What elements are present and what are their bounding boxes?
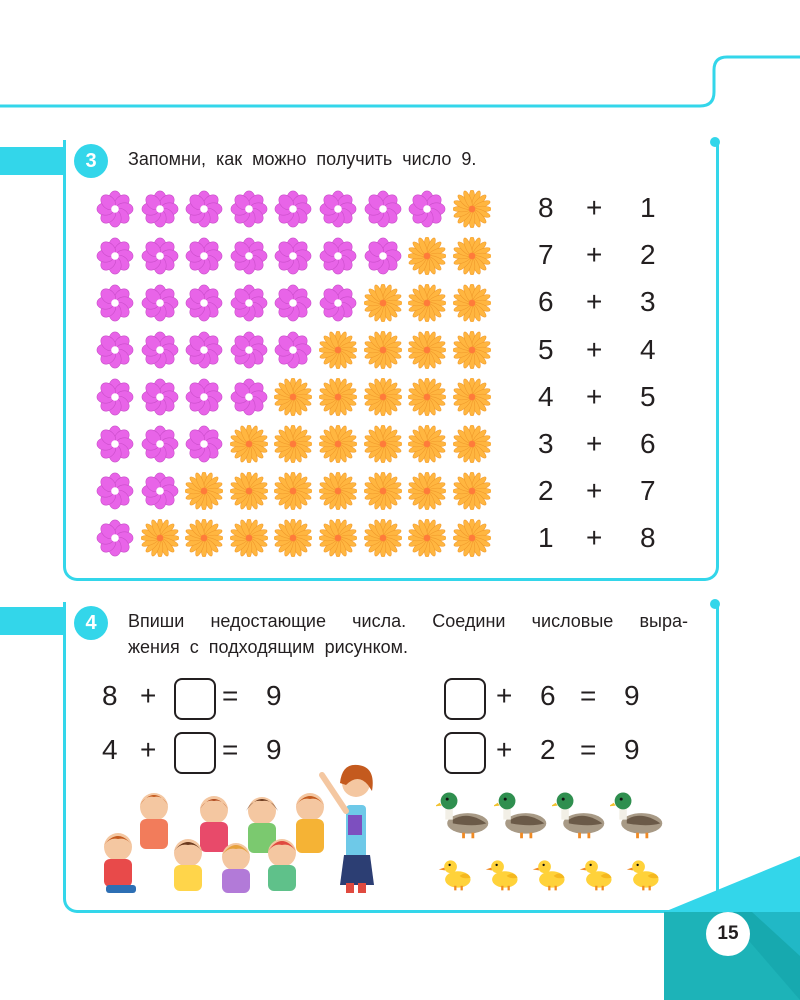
right-expr1-equals: = — [580, 680, 597, 711]
mallard-duck-icon — [494, 786, 550, 842]
pink-flower-icon — [319, 284, 357, 322]
right-expr1-plus: + — [496, 680, 513, 711]
equation-term: 5 — [640, 380, 656, 412]
orange-flower-icon — [453, 190, 491, 228]
pink-flower-icon — [319, 237, 357, 275]
equation-row — [532, 522, 672, 562]
mallard-duck-icon — [552, 786, 608, 842]
orange-flower-icon — [364, 378, 402, 416]
pink-flower-icon — [96, 190, 134, 228]
pink-flower-icon — [364, 190, 402, 228]
pink-flower-icon — [319, 190, 357, 228]
equation-term: 8 — [640, 522, 656, 554]
right-expr2-equals: = — [580, 734, 597, 765]
orange-flower-icon — [274, 425, 312, 463]
pink-flower-icon — [230, 237, 268, 275]
right-expr2-result: 9 — [624, 734, 640, 765]
equation-operator: + — [586, 333, 603, 365]
child-figure — [268, 839, 296, 891]
task3-corner-dot — [710, 137, 720, 147]
pink-flower-icon — [141, 284, 179, 322]
teacher-figure — [322, 765, 374, 893]
orange-flower-icon — [408, 331, 446, 369]
equation-term: 8 — [538, 192, 554, 223]
equation-term: 3 — [538, 428, 554, 459]
task4-number-badge: 4 — [74, 606, 108, 640]
left-expr2-a: 4 — [102, 734, 118, 765]
equation-term: 2 — [640, 239, 656, 271]
equation-term: 4 — [538, 380, 554, 412]
task3-instruction: Запомни, как можно получить число 9. — [128, 149, 477, 169]
equation-term: 1 — [640, 192, 656, 223]
right-expr2-plus: + — [496, 734, 513, 765]
duckling-icon — [436, 855, 476, 893]
pink-flower-icon — [141, 331, 179, 369]
equation-row — [532, 475, 672, 515]
orange-flower-icon — [364, 472, 402, 510]
orange-flower-icon — [319, 519, 357, 557]
pink-flower-icon — [96, 378, 134, 416]
equation-row — [532, 286, 672, 326]
child-figure — [296, 793, 324, 853]
task3-number-badge: 3 — [74, 144, 108, 178]
pink-flower-icon — [185, 190, 223, 228]
orange-flower-icon — [453, 378, 491, 416]
orange-flower-icon — [408, 425, 446, 463]
pink-flower-icon — [185, 378, 223, 416]
equation-row — [532, 428, 672, 468]
equation-row — [532, 239, 672, 279]
duckling-icon — [483, 855, 523, 893]
equation-term: 7 — [538, 239, 554, 271]
right-expression-1 — [444, 678, 664, 718]
orange-flower-icon — [274, 472, 312, 510]
orange-flower-icon — [364, 331, 402, 369]
right-expr1-answer-box[interactable] — [444, 678, 486, 720]
equation-term: 1 — [538, 522, 554, 554]
pink-flower-icon — [230, 190, 268, 228]
left-expression-1 — [102, 678, 302, 718]
left-expr1-answer-box[interactable] — [174, 678, 216, 720]
orange-flower-icon — [274, 519, 312, 557]
task4-instruction-line1: Впиши недостающие числа. Соедини числовые выра- — [128, 611, 688, 631]
right-expr2-answer-box[interactable] — [444, 732, 486, 774]
pink-flower-icon — [96, 331, 134, 369]
pink-flower-icon — [274, 237, 312, 275]
orange-flower-icon — [408, 237, 446, 275]
ducklings-row[interactable] — [436, 855, 666, 899]
orange-flower-icon — [274, 378, 312, 416]
pink-flower-icon — [185, 237, 223, 275]
pink-flower-icon — [141, 237, 179, 275]
orange-flower-icon — [453, 331, 491, 369]
mallard-duck-icon — [436, 786, 492, 842]
equation-term: 6 — [640, 428, 656, 459]
ducks-row[interactable] — [436, 786, 676, 846]
pink-flower-icon — [364, 237, 402, 275]
child-figure — [104, 833, 136, 893]
pink-flower-icon — [230, 284, 268, 322]
orange-flower-icon — [364, 519, 402, 557]
left-expr1-result: 9 — [266, 680, 282, 711]
orange-flower-icon — [319, 472, 357, 510]
equation-operator: + — [586, 286, 603, 318]
pink-flower-icon — [230, 378, 268, 416]
equation-term: 6 — [538, 286, 554, 318]
right-expr1-b: 6 — [540, 680, 556, 711]
left-expr1-a: 8 — [102, 680, 118, 711]
left-expr2-plus: + — [140, 734, 157, 765]
duckling-icon — [624, 855, 664, 893]
pink-flower-icon — [96, 519, 134, 557]
pink-flower-icon — [274, 284, 312, 322]
pink-flower-icon — [185, 284, 223, 322]
orange-flower-icon — [319, 425, 357, 463]
left-expr2-result: 9 — [266, 734, 282, 765]
child-figure — [200, 796, 228, 852]
orange-flower-icon — [230, 425, 268, 463]
child-figure — [140, 793, 168, 849]
orange-flower-icon — [319, 331, 357, 369]
orange-flower-icon — [364, 284, 402, 322]
pink-flower-icon — [185, 425, 223, 463]
right-expr1-result: 9 — [624, 680, 640, 711]
equation-term: 5 — [538, 333, 554, 365]
orange-flower-icon — [408, 519, 446, 557]
equation-row — [532, 381, 672, 421]
orange-flower-icon — [230, 519, 268, 557]
pink-flower-icon — [274, 190, 312, 228]
children-with-teacher-illustration[interactable] — [96, 755, 386, 900]
pink-flower-icon — [274, 331, 312, 369]
orange-flower-icon — [141, 519, 179, 557]
flower-grid — [96, 190, 496, 560]
left-expr1-plus: + — [140, 680, 157, 711]
pink-flower-icon — [96, 237, 134, 275]
equation-operator: + — [586, 192, 603, 223]
pink-flower-icon — [141, 190, 179, 228]
equation-operator: + — [586, 522, 603, 554]
task4-instruction — [128, 608, 688, 657]
header-frame — [0, 0, 800, 120]
pink-flower-icon — [96, 425, 134, 463]
pink-flower-icon — [141, 378, 179, 416]
pink-flower-icon — [141, 425, 179, 463]
equation-term: 3 — [640, 286, 656, 318]
orange-flower-icon — [453, 519, 491, 557]
mallard-duck-icon — [610, 786, 666, 842]
equation-operator: + — [586, 380, 603, 412]
equation-operator: + — [586, 475, 603, 507]
equation-row — [532, 334, 672, 374]
orange-flower-icon — [408, 472, 446, 510]
left-expr1-equals: = — [222, 680, 239, 711]
orange-flower-icon — [453, 284, 491, 322]
left-expr2-equals: = — [222, 734, 239, 765]
orange-flower-icon — [453, 425, 491, 463]
right-expr2-b: 2 — [540, 734, 556, 765]
duckling-icon — [530, 855, 570, 893]
right-expression-2 — [444, 732, 664, 772]
equation-operator: + — [586, 428, 603, 459]
pink-flower-icon — [141, 472, 179, 510]
child-figure — [174, 839, 202, 891]
pink-flower-icon — [185, 331, 223, 369]
equation-row — [532, 192, 672, 232]
equation-operator: + — [586, 239, 603, 271]
child-figure — [222, 843, 250, 893]
page-number: 15 — [706, 912, 750, 956]
duckling-icon — [577, 855, 617, 893]
orange-flower-icon — [453, 237, 491, 275]
orange-flower-icon — [408, 284, 446, 322]
orange-flower-icon — [185, 519, 223, 557]
pink-flower-icon — [230, 331, 268, 369]
orange-flower-icon — [453, 472, 491, 510]
equation-term: 4 — [640, 333, 656, 365]
task4-corner-dot — [710, 599, 720, 609]
orange-flower-icon — [364, 425, 402, 463]
pink-flower-icon — [408, 190, 446, 228]
pink-flower-icon — [96, 472, 134, 510]
equation-term: 2 — [538, 475, 554, 507]
task4-instruction-line2: жения с подходящим рисунком. — [128, 637, 409, 657]
orange-flower-icon — [319, 378, 357, 416]
orange-flower-icon — [185, 472, 223, 510]
pink-flower-icon — [96, 284, 134, 322]
equation-term: 7 — [640, 475, 656, 507]
orange-flower-icon — [230, 472, 268, 510]
orange-flower-icon — [408, 378, 446, 416]
